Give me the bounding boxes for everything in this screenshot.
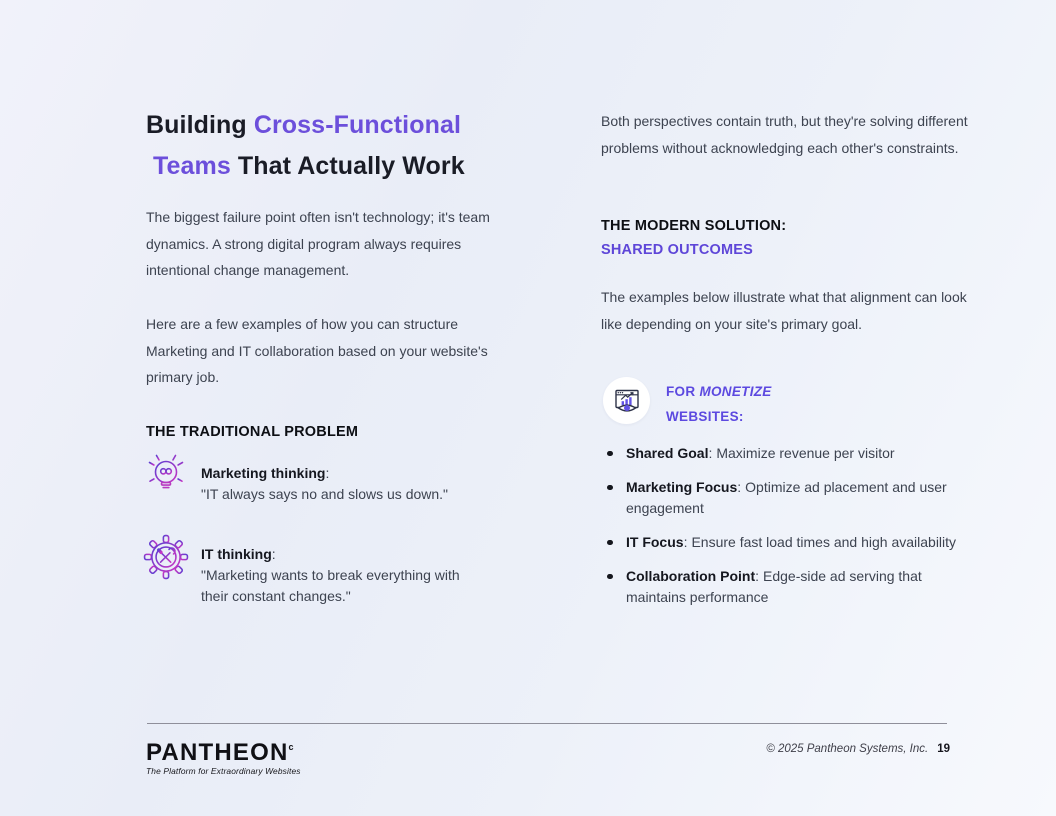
monetize-heading-line-2: WEBSITES:: [666, 409, 744, 424]
shared-outcomes-heading: SHARED OUTCOMES: [601, 242, 754, 258]
copyright-text: © 2025 Pantheon Systems, Inc.: [766, 743, 929, 755]
traditional-problem-heading: THE TRADITIONAL PROBLEM: [146, 424, 359, 440]
thinking-label: IT thinking: [201, 546, 272, 562]
bullet-dot: [607, 485, 613, 491]
list-item: [601, 532, 963, 553]
bullet-dot: [607, 540, 613, 546]
title-highlight-part: Cross-Functional: [253, 110, 461, 139]
colon: :: [683, 534, 688, 550]
colon: :: [737, 479, 742, 495]
thinking-quote: "IT always says no and slows us down.": [201, 486, 449, 502]
list-item: [601, 566, 963, 608]
monetize-bullet-list: [601, 443, 963, 621]
left-paragraph-2: Here are a few examples of how you can structure Marketing and IT collaboration based on your website's primary job.: [146, 316, 488, 385]
monetize-analytics-icon: [603, 377, 650, 424]
gear-tools-icon: [143, 534, 189, 607]
marketing-thinking-item: [143, 450, 448, 505]
thinking-label-row: [201, 544, 469, 565]
it-thinking-text: [201, 544, 469, 607]
left-paragraph-1: The biggest failure point often isn't technology; it's team dynamics. A strong digital program always requires intentional change management.: [146, 209, 490, 278]
monetize-section-header: [603, 377, 772, 429]
bullet-text: Maximize revenue per visitor: [716, 445, 895, 461]
trademark-mark: c: [288, 742, 294, 752]
bullet-text: Optimize ad placement and user engagement: [626, 479, 947, 516]
colon: :: [325, 465, 330, 481]
footer-divider: [147, 723, 947, 724]
bullet-label: Collaboration Point: [626, 568, 756, 584]
title-line-1: [146, 111, 461, 139]
bullet-label: Marketing Focus: [626, 479, 738, 495]
right-paragraph-2: The examples below illustrate what that alignment can look like depending on your site's primary goal.: [601, 289, 967, 332]
pantheon-wordmark: [146, 735, 301, 765]
modern-solution-heading: THE MODERN SOLUTION:: [601, 218, 787, 234]
lightbulb-icon: [143, 450, 189, 505]
thinking-quote: "Marketing wants to break everything with their constant changes.": [201, 567, 460, 604]
bullet-text: Edge-side ad serving that maintains performance: [626, 568, 922, 605]
page-number: 19: [937, 743, 950, 755]
bullet-label: IT Focus: [626, 534, 684, 550]
pantheon-logo: [146, 735, 301, 776]
thinking-label-row: [201, 463, 448, 484]
logo-tagline: The Platform for Extraordinary Websites: [146, 766, 301, 776]
monetize-word: MONETIZE: [699, 384, 772, 399]
thinking-label: Marketing thinking: [201, 465, 326, 481]
footer-copyright: [766, 743, 950, 755]
bullet-label: Shared Goal: [626, 445, 709, 461]
right-paragraph-1: Both perspectives contain truth, but they're solving different problems without acknowledging each other's constraints.: [601, 113, 968, 156]
page-title: [146, 105, 538, 187]
colon: :: [271, 546, 276, 562]
it-thinking-item: [143, 534, 469, 607]
bullet-dot: [607, 574, 613, 580]
logo-text: PANTHEON: [146, 739, 289, 766]
title-highlight-part: Teams: [153, 151, 231, 180]
for-word: FOR: [666, 384, 700, 399]
list-item: [601, 477, 963, 519]
title-dark-part: Building: [146, 110, 254, 139]
monetize-heading-text: [666, 377, 772, 429]
colon: :: [755, 568, 759, 584]
title-dark-part: That Actually Work: [230, 151, 465, 180]
list-item: [601, 443, 963, 464]
monetize-heading-line-1: [666, 379, 772, 404]
colon: :: [708, 445, 713, 461]
bullet-text: Ensure fast load times and high availability: [691, 534, 957, 550]
bullet-dot: [607, 451, 613, 457]
marketing-thinking-text: [201, 463, 448, 505]
title-line-2: [146, 152, 465, 180]
